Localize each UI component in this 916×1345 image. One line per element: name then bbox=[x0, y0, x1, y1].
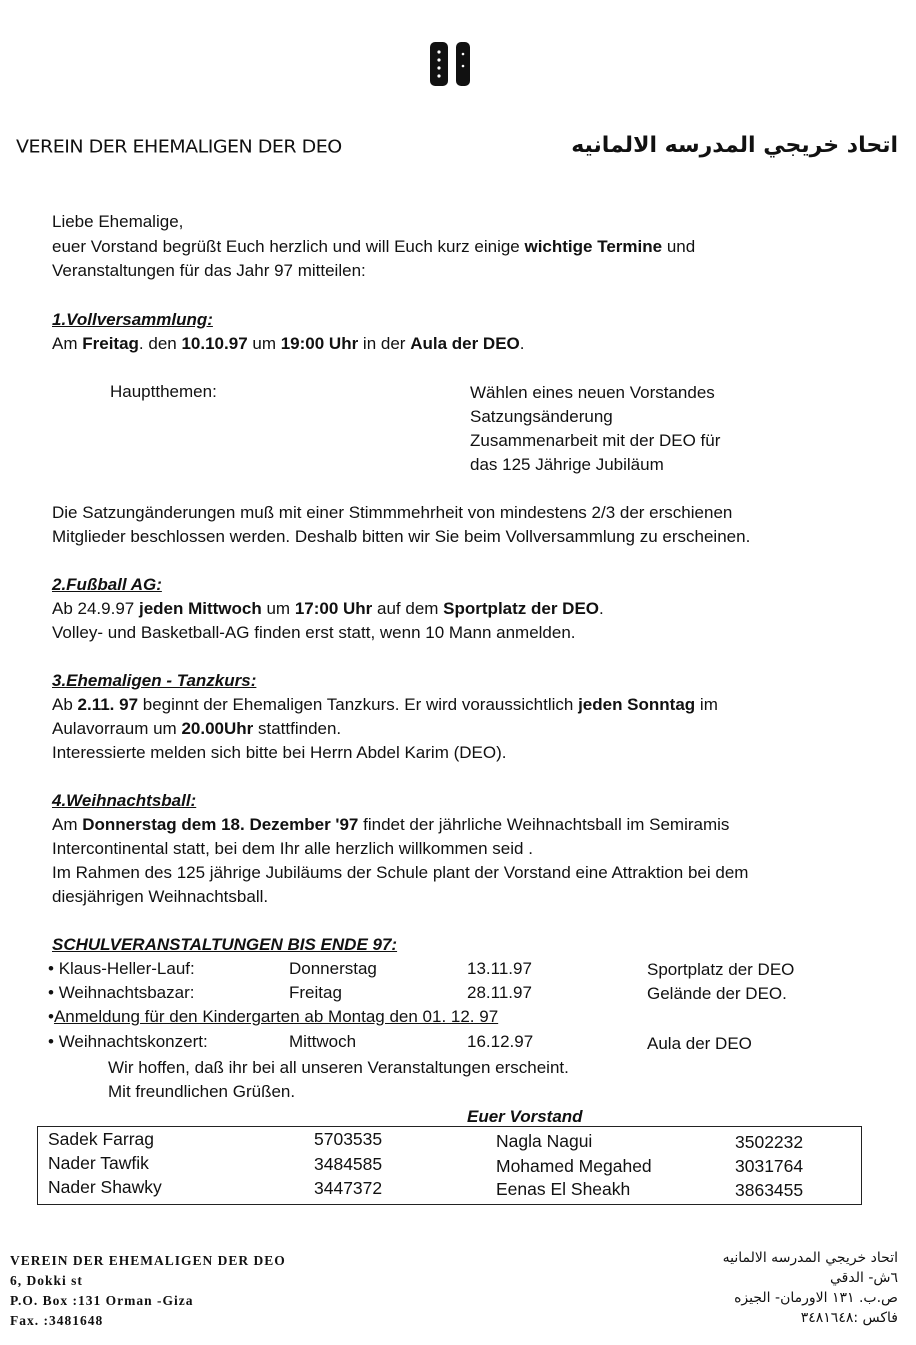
header-org-german: VEREIN DER EHEMALIGEN DER DEO bbox=[16, 136, 342, 158]
intro-line-1: euer Vorstand begrüßt Euch herzlich und will Euch kurz einige wichtige Termine und bbox=[52, 237, 696, 256]
topic-item: Zusammenarbeit mit der DEO für bbox=[470, 431, 721, 450]
section1-line: Am Freitag. den 10.10.97 um 19:00 Uhr in der Aula der DEO. bbox=[52, 334, 525, 353]
event-day: Mittwoch bbox=[289, 1032, 357, 1051]
footer-line: فاكس :٣٤٨١٦٤٨ bbox=[800, 1310, 898, 1326]
header-org-arabic: اتحاد خريجي المدرسه الالمانيه bbox=[571, 133, 898, 158]
greeting: Liebe Ehemalige, bbox=[52, 212, 184, 231]
footer-line: ص.ب. ١٣١ الاورمان- الجيزه bbox=[734, 1290, 898, 1306]
event-day: Donnerstag bbox=[289, 959, 377, 978]
section4-line-4: diesjährigen Weihnachtsball. bbox=[52, 887, 269, 906]
section2-line-1: Ab 24.9.97 jeden Mittwoch um 17:00 Uhr auf dem Sportplatz der DEO. bbox=[52, 599, 604, 618]
bullet: • bbox=[48, 983, 54, 1002]
section1-note-2: Mitglieder beschlossen werden. Deshalb bitten wir Sie beim Vollversammlung zu erscheinen. bbox=[52, 527, 751, 546]
contact-phone: 3447372 bbox=[314, 1178, 383, 1198]
section3-line-2: Aulavorraum um 20.00Uhr stattfinden. bbox=[52, 719, 342, 738]
footer-address-german bbox=[10, 1251, 286, 1331]
bullet: • bbox=[48, 1032, 54, 1051]
contact-phone: 3031764 bbox=[735, 1156, 804, 1176]
signature: Euer Vorstand bbox=[467, 1107, 583, 1126]
contact-phone: 3502232 bbox=[735, 1132, 804, 1152]
contact-name: Nader Shawky bbox=[48, 1177, 162, 1197]
topics-label: Hauptthemen: bbox=[110, 382, 217, 401]
footer-line: اتحاد خريجي المدرسه الالمانيه bbox=[722, 1250, 898, 1266]
event-row bbox=[48, 1030, 208, 1054]
deo-logo bbox=[426, 38, 478, 90]
section2-line-2: Volley- und Basketball-AG finden erst statt, wenn 10 Mann anmelden. bbox=[52, 623, 576, 642]
event-place: Gelände der DEO. bbox=[647, 984, 787, 1003]
section4-line-1: Am Donnerstag dem 18. Dezember '97 findet der jährliche Weihnachtsball im Semiramis bbox=[52, 815, 730, 834]
event-place: Sportplatz der DEO bbox=[647, 960, 795, 979]
event-name: Weihnachtskonzert: bbox=[58, 1032, 208, 1051]
event-name: Weihnachtsbazar: bbox=[58, 983, 195, 1002]
contact-name: Nagla Nagui bbox=[496, 1131, 593, 1151]
bullet: • bbox=[48, 959, 54, 978]
event-name: Klaus-Heller-Lauf: bbox=[58, 959, 195, 978]
footer-line: Fax. :3481648 bbox=[10, 1313, 104, 1328]
topic-item: Satzungsänderung bbox=[470, 407, 613, 426]
contact-phone: 3863455 bbox=[735, 1180, 804, 1200]
section3-line-3: Interessierte melden sich bitte bei Herrn Abdel Karim (DEO). bbox=[52, 743, 507, 762]
closing-line-2: Mit freundlichen Grüßen. bbox=[108, 1082, 296, 1101]
events-heading: SCHULVERANSTALTUNGEN BIS ENDE 97: bbox=[52, 935, 398, 954]
event-date: 28.11.97 bbox=[467, 983, 532, 1002]
event-day: Freitag bbox=[289, 983, 342, 1002]
registration-note: •Anmeldung für den Kindergarten ab Montag den 01. 12. 97 bbox=[48, 1007, 499, 1026]
contact-phone: 5703535 bbox=[314, 1129, 383, 1149]
section3-line-1: Ab 2.11. 97 beginnt der Ehemaligen Tanzkurs. Er wird voraussichtlich jeden Sonntag im bbox=[52, 695, 718, 714]
event-place: Aula der DEO bbox=[647, 1034, 752, 1053]
section1-note-1: Die Satzungänderungen muß mit einer Stimmmehrheit von mindestens 2/3 der erschienen bbox=[52, 503, 733, 522]
contact-name: Sadek Farrag bbox=[48, 1129, 155, 1149]
event-date: 16.12.97 bbox=[467, 1032, 534, 1051]
bullet: • bbox=[48, 1007, 54, 1026]
footer-line: P.O. Box :131 Orman -Giza bbox=[10, 1293, 194, 1308]
footer-line: ٦ش- الدقي bbox=[830, 1270, 898, 1286]
topic-item: das 125 Jährige Jubiläum bbox=[470, 455, 664, 474]
section4-line-2: Intercontinental statt, bei dem Ihr alle herzlich willkommen seid . bbox=[52, 839, 533, 858]
event-row bbox=[48, 957, 195, 981]
section4-line-3: Im Rahmen des 125 jährige Jubiläums der Schule plant der Vorstand eine Attraktion bei dem bbox=[52, 863, 749, 882]
event-date: 13.11.97 bbox=[467, 959, 532, 978]
footer-address-arabic bbox=[723, 1248, 898, 1328]
event-row bbox=[48, 981, 194, 1005]
topic-item: Wählen eines neuen Vorstandes bbox=[470, 383, 715, 402]
intro-line-2: Veranstaltungen für das Jahr 97 mitteilen: bbox=[52, 261, 366, 280]
section1-heading: 1.Vollversammlung: bbox=[52, 310, 213, 329]
contact-name: Nader Tawfik bbox=[48, 1153, 149, 1173]
contact-name: Mohamed Megahed bbox=[496, 1156, 652, 1176]
section4-heading: 4.Weihnachtsball: bbox=[52, 791, 197, 810]
contacts-box bbox=[37, 1126, 862, 1205]
section2-heading: 2.Fußball AG: bbox=[52, 575, 162, 594]
contact-phone: 3484585 bbox=[314, 1154, 383, 1174]
closing-line-1: Wir hoffen, daß ihr bei all unseren Veranstaltungen erscheint. bbox=[108, 1058, 569, 1077]
contact-name: Eenas El Sheakh bbox=[496, 1179, 631, 1199]
footer-line: 6, Dokki st bbox=[10, 1273, 83, 1288]
footer-line: VEREIN DER EHEMALIGEN DER DEO bbox=[10, 1253, 286, 1268]
section3-heading: 3.Ehemaligen - Tanzkurs: bbox=[52, 671, 257, 690]
